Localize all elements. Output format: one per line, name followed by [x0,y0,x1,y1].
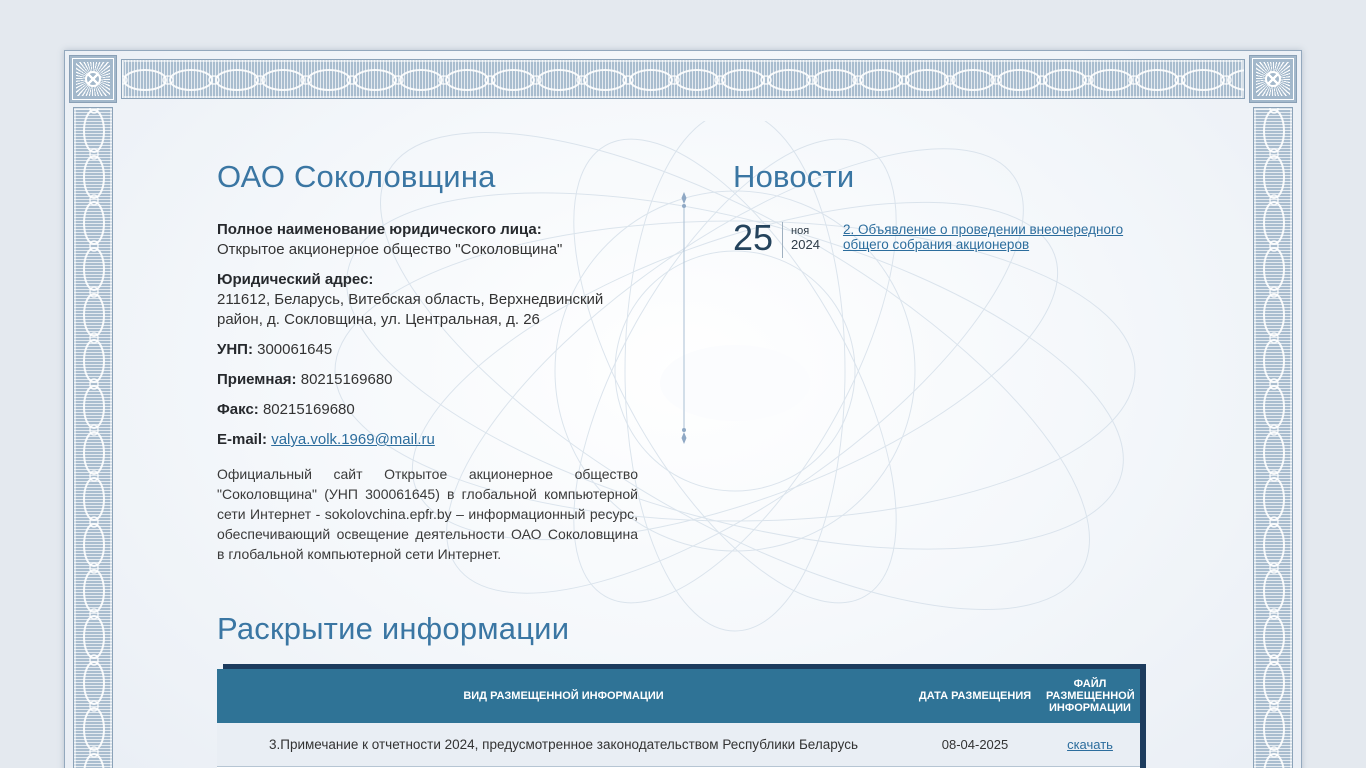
news-section [733,160,1143,258]
field-value: Открытое акционерное общество "Соколовщина" [217,241,563,258]
company-field-fax [217,400,638,420]
field-label: Факс: [217,401,259,418]
field-value: 211612, Беларусь, Витебская область, Верхнедвинский район, д. Сокловщина, ул. Центральная, д. 26 [217,291,604,328]
disclosure-table [217,669,1140,768]
company-field-address [217,270,638,330]
news-date-divider [782,222,783,258]
cell-date: 08-04-2025 [941,737,1009,752]
news-month: ноя [791,225,810,237]
field-label: E-mail: [217,431,268,448]
company-field-full-name [217,220,638,260]
frame-band-left [73,107,113,768]
disclosure-title: Раскрытие информации [217,611,570,646]
field-value: 80215169680 [262,401,355,418]
download-link[interactable]: скачать [1067,737,1113,752]
rosette-corner-icon [69,55,117,103]
header-file: ФАЙЛ РАЗМЕЩЕННОЙ ИНФОРМАЦИИ [1046,678,1135,714]
cell-file [1040,737,1140,752]
news-link[interactable]: 2. Объявление о проведении внеочередного общего собрания акционеров [842,222,1124,252]
frame-band-top [121,59,1245,99]
field-label: Юридический адрес: [217,271,374,288]
news-title: Новости [733,159,855,194]
news-day: 25 [733,217,774,258]
news-year: 2024 [791,237,820,252]
field-value: 300061645 [257,341,333,358]
news-item [733,217,1143,258]
company-field-reception-phone [217,370,638,390]
header-info-type: ВИД РАЗМЕЩЕННОЙ ИНФОРМАЦИИ [463,690,664,702]
frame-band-right [1253,107,1293,768]
header-date: ДАТА РАЗМЕЩЕНИЯ [918,690,1032,702]
field-label: Приемная: [217,371,297,388]
field-label: УНП: [217,341,253,358]
table-header-row [217,669,1140,723]
company-title: ОАО Соколовщина [217,159,496,194]
news-month-year [791,220,820,258]
cell-info: 3.Примечание к отчетности 2024, предусмотренное законодательством Республики Беларусь [268,737,858,752]
field-value: 80215169680 [300,371,393,388]
company-field-email [217,430,638,450]
company-description: Официальный сайт Открытое акционерное общество "Соколовщина" (УНП 300061645) в глобальной компьютерной сети Интернет - sokolovchina.epfr.by – информационный ресурс, обеспечивающий освещение деятельности ОАО Соколовщина в глобальной компьютерной сети Интернет. [217,466,638,562]
rosette-corner-icon [1249,55,1297,103]
company-field-unp [217,340,638,360]
email-link[interactable]: valya.volk.1969@mail.ru [271,431,435,448]
company-info-section [217,160,638,564]
field-label: Полное наименование юридического лица: [217,221,542,238]
table-row [217,723,1140,767]
